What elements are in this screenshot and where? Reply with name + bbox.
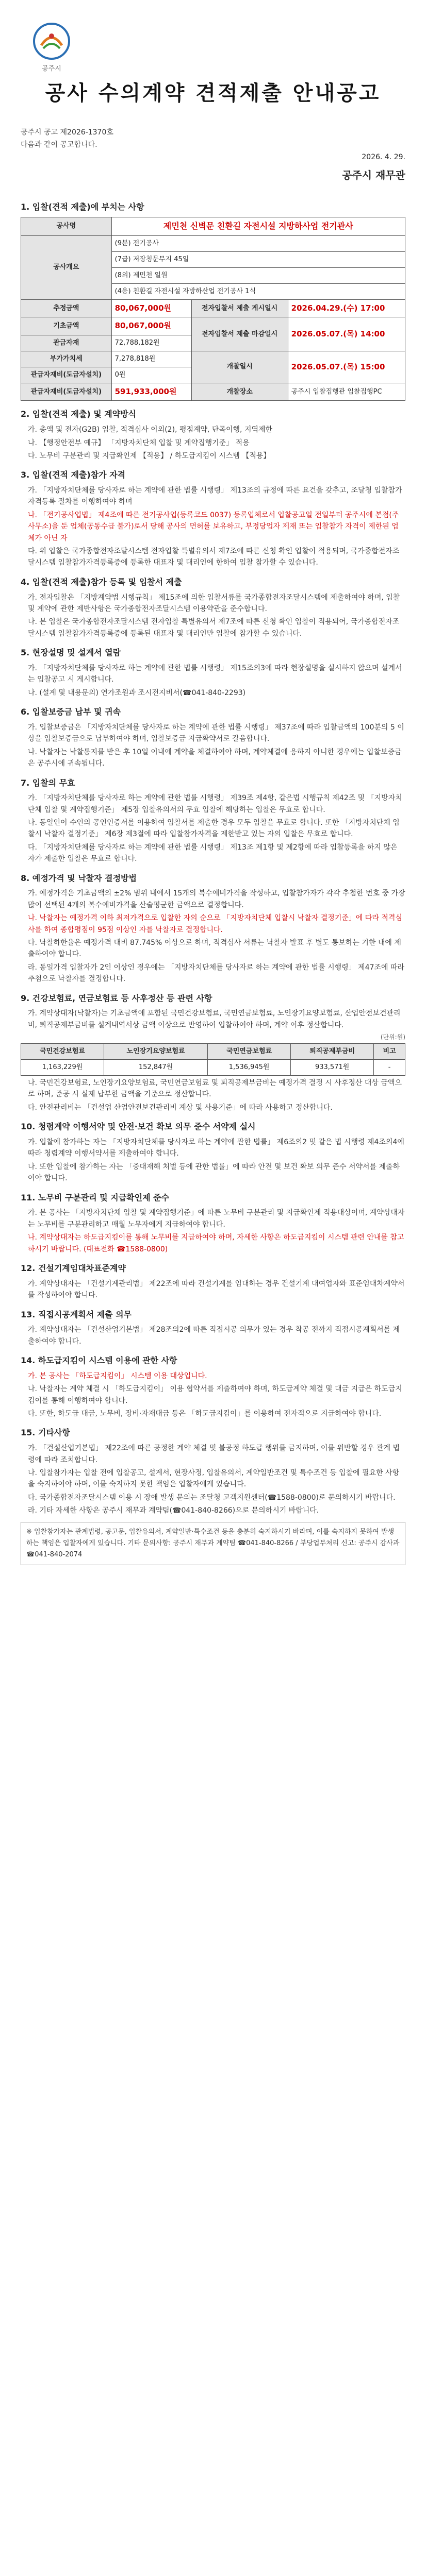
section-line: 나. 또한 입찰에 참가하는 자는 「중대재해 처벌 등에 관한 법률」에 따라 안전 및 보건 확보 의무 준수 서약서를 제출하여야 합니다. bbox=[28, 1162, 400, 1183]
table-header: 국민건강보험료 bbox=[21, 1043, 104, 1059]
section-title: 3. 입찰(견적 제출)참가 자격 bbox=[21, 470, 126, 480]
overview-table bbox=[21, 217, 405, 401]
material-label: 관급자재 bbox=[21, 335, 112, 351]
section-line: 가. 「지방자치단체를 당사자로 하는 계약에 관한 법률 시행령」 제15조의3에 따라 현장설명을 실시하지 않으며 설계서는 입찰공고 시 게시합니다. bbox=[28, 664, 402, 684]
vat-label: 부가가치세 bbox=[21, 351, 112, 367]
section-line: 다. 국가종합전자조달시스템 이용 시 장애 발생 문의는 조달청 고객지원센터(☎1588-0800)로 문의하시기 바랍니다. bbox=[28, 1493, 396, 1502]
city-logo bbox=[21, 21, 83, 77]
section-title: 15. 기타사항 bbox=[21, 1428, 70, 1438]
section-11 bbox=[21, 1192, 405, 1255]
notice-intro: 다음과 같이 공고합니다. bbox=[21, 140, 97, 149]
section-line: 나. 낙찰자는 예정가격 이하 최저가격으로 입찰한 자의 순으로 「지방자치단체 입찰시 낙찰자 결정기준」에 따라 적격심사를 하여 종합평점이 95점 이상인 자를 낙찰자로 결정합니다. bbox=[28, 914, 402, 934]
table-header: 퇴직공제부금비 bbox=[291, 1043, 374, 1059]
opening-value: 2026.05.07.(목) 15:00 bbox=[288, 351, 405, 383]
total-value: 591,933,000원 bbox=[111, 383, 191, 401]
estimate-label: 추정금액 bbox=[21, 300, 112, 317]
section-title: 14. 하도급지킴이 시스템 이용에 관한 사항 bbox=[21, 1355, 177, 1366]
notice-content bbox=[21, 196, 405, 1572]
outline-line: (9분) 전기공사 bbox=[111, 235, 405, 251]
section-1 bbox=[21, 201, 405, 401]
section-line: 라. 기타 자세한 사항은 공주시 재무과 계약팀(☎041-840-8266)으로 문의하시기 바랍니다. bbox=[28, 1506, 319, 1515]
gov-material-label: 관급자재비(도급자설치) bbox=[21, 367, 112, 383]
section-title: 12. 건설기계임대차표준계약 bbox=[21, 1263, 126, 1273]
section-line: 가. 「지방자치단체를 당사자로 하는 계약에 관한 법률 시행령」 제13조의 규정에 따른 요건을 갖추고, 조달청 입찰참가자격등록 절차를 이행하여야 하며 bbox=[28, 486, 402, 506]
place-value: 공주시 입찰집행관 입찰집행PC bbox=[288, 383, 405, 401]
closing-notice-box: ※ 입찰참가자는 관계법령, 공고문, 입찰유의서, 계약일반·특수조건 등을 충분히 숙지하시기 바라며, 이를 숙지하지 못하여 발생하는 책임은 입찰자에게 있습니다. 기타 문의사항: 공주시 재무과 계약팀 ☎041-840-8266 / 부당업무처리 신고: 공주시 감사과 ☎041-840-2074 bbox=[21, 1522, 405, 1565]
section-line: 가. 계약상대자는 「건설기계관리법」 제22조에 따라 건설기계를 임대하는 경우 건설기계 대여업자와 표준임대차계약서를 작성하여야 합니다. bbox=[28, 1279, 405, 1300]
table-cell: 1,163,229원 bbox=[21, 1059, 104, 1075]
project-name: 제민천 신벽문 친환길 자전시설 지방하사업 전기관사 bbox=[111, 217, 405, 235]
notice-date: 2026. 4. 29. bbox=[362, 153, 405, 161]
post-label: 전자입찰서 제출 게시일시 bbox=[191, 300, 288, 317]
section-title: 13. 직접시공계획서 제출 의무 bbox=[21, 1309, 132, 1319]
section-line: 가. 「건설산업기본법」 제22조에 따른 공정한 계약 체결 및 불공정 하도급 행위를 금지하며, 이를 위반할 경우 관계 법령에 따라 조치합니다. bbox=[28, 1444, 400, 1464]
total-label: 관급자재비(도급자설치) bbox=[21, 383, 112, 401]
section-line: 나. 「전기공사업법」 제4조에 따른 전기공사업(등록코드 0037) 등록업체로서 입찰공고일 전일부터 공주시에 본점(주사무소)을 둔 업체(공동수급 불가)로서 당해 공사의 면허를 보유하고, 부정당업자 제재 또는 입찰참가 자격이 제한된 업체가 아닌 자 bbox=[28, 511, 399, 543]
section-line: 가. 입찰에 참가하는 자는 「지방자치단체를 당사자로 하는 계약에 관한 법률」 제6조의2 및 같은 법 시행령 제4조의4에 따라 청렴계약 이행서약서를 제출하여야 합니다. bbox=[28, 1138, 404, 1158]
table-header-row bbox=[21, 1043, 405, 1059]
section-9 bbox=[21, 992, 405, 1114]
section-line: 가. 예정가격은 기초금액의 ±2% 범위 내에서 15개의 복수예비가격을 작성하고, 입찰참가자가 각각 추첨한 번호 중 가장 많이 선택된 4개의 복수예비가격을 산술평균한 금액으로 결정합니다. bbox=[28, 889, 405, 909]
table-cell: - bbox=[374, 1059, 405, 1075]
city-emblem-icon bbox=[31, 21, 72, 62]
section-3 bbox=[21, 469, 405, 569]
opening-label: 개찰일시 bbox=[191, 351, 288, 383]
section-line: 나. 입찰참가자는 입찰 전에 입찰공고, 설계서, 현장사정, 입찰유의서, 계약일반조건 및 특수조건 등 입찰에 필요한 사항을 숙지하여야 하며, 이를 숙지하지 못한 책임은 입찰자에게 있습니다. bbox=[28, 1469, 400, 1489]
section-title: 10. 청렴계약 이행서약 및 안전·보건 확보 의무 준수 서약제 실시 bbox=[21, 1122, 256, 1132]
deadline-value: 2026.05.07.(목) 14:00 bbox=[288, 317, 405, 351]
section-title: 5. 현장설명 및 설계서 열람 bbox=[21, 648, 121, 658]
base-value: 80,067,000원 bbox=[111, 317, 191, 335]
section-line: 가. 「지방자치단체를 당사자로 하는 계약에 관한 법률 시행령」 제39조 제4항, 같은법 시행규칙 제42조 및 「지방자치단체 입찰 및 계약집행기준」 제5장 입찰유의서의 무효 입찰에 해당하는 입찰은 무효로 합니다. bbox=[28, 794, 402, 814]
insurance-table bbox=[21, 1043, 405, 1076]
table-cell: 1,536,945원 bbox=[208, 1059, 291, 1075]
place-label: 개찰장소 bbox=[191, 383, 288, 401]
section-8 bbox=[21, 872, 405, 985]
project-label: 공사명 bbox=[21, 217, 112, 235]
section-line: 다. 또한, 하도급 대금, 노무비, 장비·자재대금 등은 「하도급지킴이」를 이용하여 전자적으로 지급하여야 합니다. bbox=[28, 1410, 382, 1418]
section-14 bbox=[21, 1354, 405, 1419]
section-2 bbox=[21, 408, 405, 462]
outline-label: 공사개요 bbox=[21, 235, 112, 300]
section-4 bbox=[21, 576, 405, 639]
section-line: 나. 【행정안전부 예규】 「지방자치단체 입찰 및 계약집행기준」 적용 bbox=[28, 438, 250, 447]
section-title: 4. 입찰(견적 제출)참가 등록 및 입찰서 제출 bbox=[21, 577, 182, 587]
section-12 bbox=[21, 1262, 405, 1301]
outline-line: (8의) 제민천 일원 bbox=[111, 267, 405, 283]
outline-line: (4용) 친환길 자전시설 자방하산업 전기공사 1식 bbox=[111, 284, 405, 300]
outline-line: (7급) 저장칭문무지 45일 bbox=[111, 251, 405, 267]
section-title: 2. 입찰(견적 제출) 및 계약방식 bbox=[21, 409, 137, 419]
table-cell: 933,571원 bbox=[291, 1059, 374, 1075]
section-line: 가. 본 공사는 「지방자치단체 입찰 및 계약집행기준」에 따른 노무비 구분관리 및 지급확인제 적용대상이며, 계약상대자는 노무비를 구분관리하고 매월 노무자에게 지급하여야 합니다. bbox=[28, 1209, 405, 1229]
section-line: 다. 낙찰하한율은 예정가격 대비 87.745% 이상으로 하며, 적격심사 서류는 낙찰자 발표 후 별도 통보하는 기한 내에 제출하여야 합니다. bbox=[28, 939, 401, 959]
section-line: 나. 본 입찰은 국가종합전자조달시스템 전자입찰 특별유의서 제7조에 따른 신청 확인 입찰이 적용되어, 국가종합전자조달시스템 입찰참가자격등록증에 등록된 대표자 및 대리인만 입찰에 참가할 수 있습니다. bbox=[28, 618, 400, 638]
table-unit: (단위:원) bbox=[380, 1033, 405, 1041]
section-line: 가. 계약상대자(낙찰자)는 기초금액에 포함된 국민건강보험료, 국민연금보험료, 노인장기요양보험료, 산업안전보건관리비, 퇴직공제부금비를 설계내역서상 금액 이상으로 반영하여 입찰하여야 하며, 계약 이후 정산합니다. bbox=[28, 1009, 401, 1029]
table-header: 노인장기요양보험료 bbox=[104, 1043, 208, 1059]
material-value: 72,788,182원 bbox=[111, 335, 191, 351]
section-7 bbox=[21, 777, 405, 865]
section-13 bbox=[21, 1309, 405, 1348]
section-line: 다. 위 입찰은 국가종합전자조달시스템 전자입찰 특별유의서 제7조에 따른 신청 확인 입찰이 적용되며, 국가종합전자조달시스템 입찰참가자격등록증에 등록한 대표자 및 대리인에 한하여 입찰 참가할 수 있습니다. bbox=[28, 547, 400, 567]
section-line: 다. 노무비 구분관리 및 지급확인제 【적용】 / 하도급지킴이 시스템 【적용】 bbox=[28, 451, 271, 460]
table-header: 비고 bbox=[374, 1043, 405, 1059]
section-line: 다. 「지방자치단체를 당사자로 하는 계약에 관한 법률 시행령」 제13조 제1항 및 제2항에 따라 입찰등록을 하지 않은 자가 제출한 입찰은 무효로 합니다. bbox=[28, 843, 398, 863]
section-line: 가. 총액 및 전자(G2B) 입찰, 적격심사 이외(2), 평점계약, 단목이행, 지역제한 bbox=[28, 426, 273, 434]
section-line: 나. 낙찰자는 낙찰통지를 받은 후 10일 이내에 계약을 체결하여야 하며, 계약체결에 응하지 아니한 경우에는 입찰보증금은 공주시에 귀속됩니다. bbox=[28, 748, 402, 768]
table-row bbox=[21, 1059, 405, 1075]
page-title: 공사 수의계약 견적제출 안내공고 bbox=[45, 81, 381, 105]
section-line: 가. 전자입찰은 「지방계약법 시행규칙」 제15조에 의한 입찰서류를 국가종합전자조달시스템에 제출하여야 하며, 입찰 및 계약에 관한 제반사항은 국가종합전자조달시스템 이용약관을 준수합니다. bbox=[28, 593, 400, 614]
base-label: 기초금액 bbox=[21, 317, 112, 335]
section-line: 다. 안전관리비는 「건설업 산업안전보건관리비 계상 및 사용기준」에 따라 사용하고 정산합니다. bbox=[28, 1103, 333, 1112]
section-line: 나. 낙찰자는 계약 체결 시 「하도급지킴이」 이용 협약서를 제출하여야 하며, 하도급계약 체결 및 대금 지급은 하도급지킴이를 통해 이행하여야 합니다. bbox=[28, 1385, 402, 1405]
section-line: 나. 동일인이 수인의 공인인증서를 이용하여 입찰서를 제출한 경우 모두 입찰을 무효로 합니다. 또한 「지방자치단체 입찰시 낙찰자 결정기준」 제6장 제3절에 따라 입찰참가자격을 제한받고 있는 자의 입찰은 무효로 합니다. bbox=[28, 819, 400, 839]
section-line: 가. 계약상대자는 「건설산업기본법」 제28조의2에 따른 직접시공 의무가 있는 경우 착공 전까지 직접시공계획서를 제출하여야 합니다. bbox=[28, 1326, 400, 1346]
section-6 bbox=[21, 706, 405, 769]
vat-value: 7,278,818원 bbox=[111, 351, 191, 367]
post-value: 2026.04.29.(수) 17:00 bbox=[288, 300, 405, 317]
section-5 bbox=[21, 647, 405, 699]
section-title: 11. 노무비 구분관리 및 지급확인제 준수 bbox=[21, 1192, 170, 1202]
section-line: 나. 계약상대자는 하도급지킴이를 통해 노무비를 지급하여야 하며, 자세한 사항은 하도급지킴이 시스템 관련 안내를 참고하시기 바랍니다. (대표전화 ☎1588-0800) bbox=[28, 1233, 404, 1253]
section-title: 7. 입찰의 무효 bbox=[21, 777, 75, 788]
section-title: 6. 입찰보증금 납부 및 귀속 bbox=[21, 707, 121, 717]
section-line: 가. 본 공사는 「하도급지킴이」 시스템 이용 대상입니다. bbox=[28, 1371, 207, 1380]
section-10 bbox=[21, 1121, 405, 1184]
department: 공주시 재무관 bbox=[342, 168, 405, 181]
section-title: 8. 예정가격 및 낙찰자 결정방법 bbox=[21, 873, 137, 883]
deadline-label: 전자입찰서 제출 마감일시 bbox=[191, 317, 288, 351]
table-header: 국민연금보험료 bbox=[208, 1043, 291, 1059]
section-line: 라. 동일가격 입찰자가 2인 이상인 경우에는 「지방자치단체를 당사자로 하는 계약에 관한 법률 시행령」 제47조에 따라 추첨으로 낙찰자를 결정합니다. bbox=[28, 963, 405, 984]
date-block bbox=[342, 152, 405, 183]
section-15 bbox=[21, 1427, 405, 1565]
section-title: 9. 건강보험료, 연금보험료 등 사후정산 등 관련 사항 bbox=[21, 993, 212, 1003]
gov-material-value: 0원 bbox=[111, 367, 191, 383]
notice-number: 공주시 공고 제2026-1370호 bbox=[21, 128, 113, 137]
logo-text: 공주시 bbox=[42, 65, 61, 73]
section-line: 나. 국민건강보험료, 노인장기요양보험료, 국민연금보험료 및 퇴직공제부금비는 예정가격 결정 시 사후정산 대상 금액으로 하며, 준공 시 실제 납부한 금액을 기준으로 정산합니다. bbox=[28, 1079, 402, 1099]
section-line: 가. 입찰보증금은 「지방자치단체를 당사자로 하는 계약에 관한 법률 시행령」 제37조에 따라 입찰금액의 100분의 5 이상을 입찰보증금으로 납부하여야 하며, 입찰보증금 지급확약서로 갈음합니다. bbox=[28, 723, 404, 743]
section-1-title: 1. 입찰(견적 제출)에 부치는 사항 bbox=[21, 202, 144, 212]
table-cell: 152,847원 bbox=[104, 1059, 208, 1075]
notice-header bbox=[21, 126, 405, 151]
estimate-value: 80,067,000원 bbox=[111, 300, 191, 317]
section-line: 나. (설계 및 내용문의) 연가조원과 조시전지비서(☎041-840-2293) bbox=[28, 688, 246, 697]
